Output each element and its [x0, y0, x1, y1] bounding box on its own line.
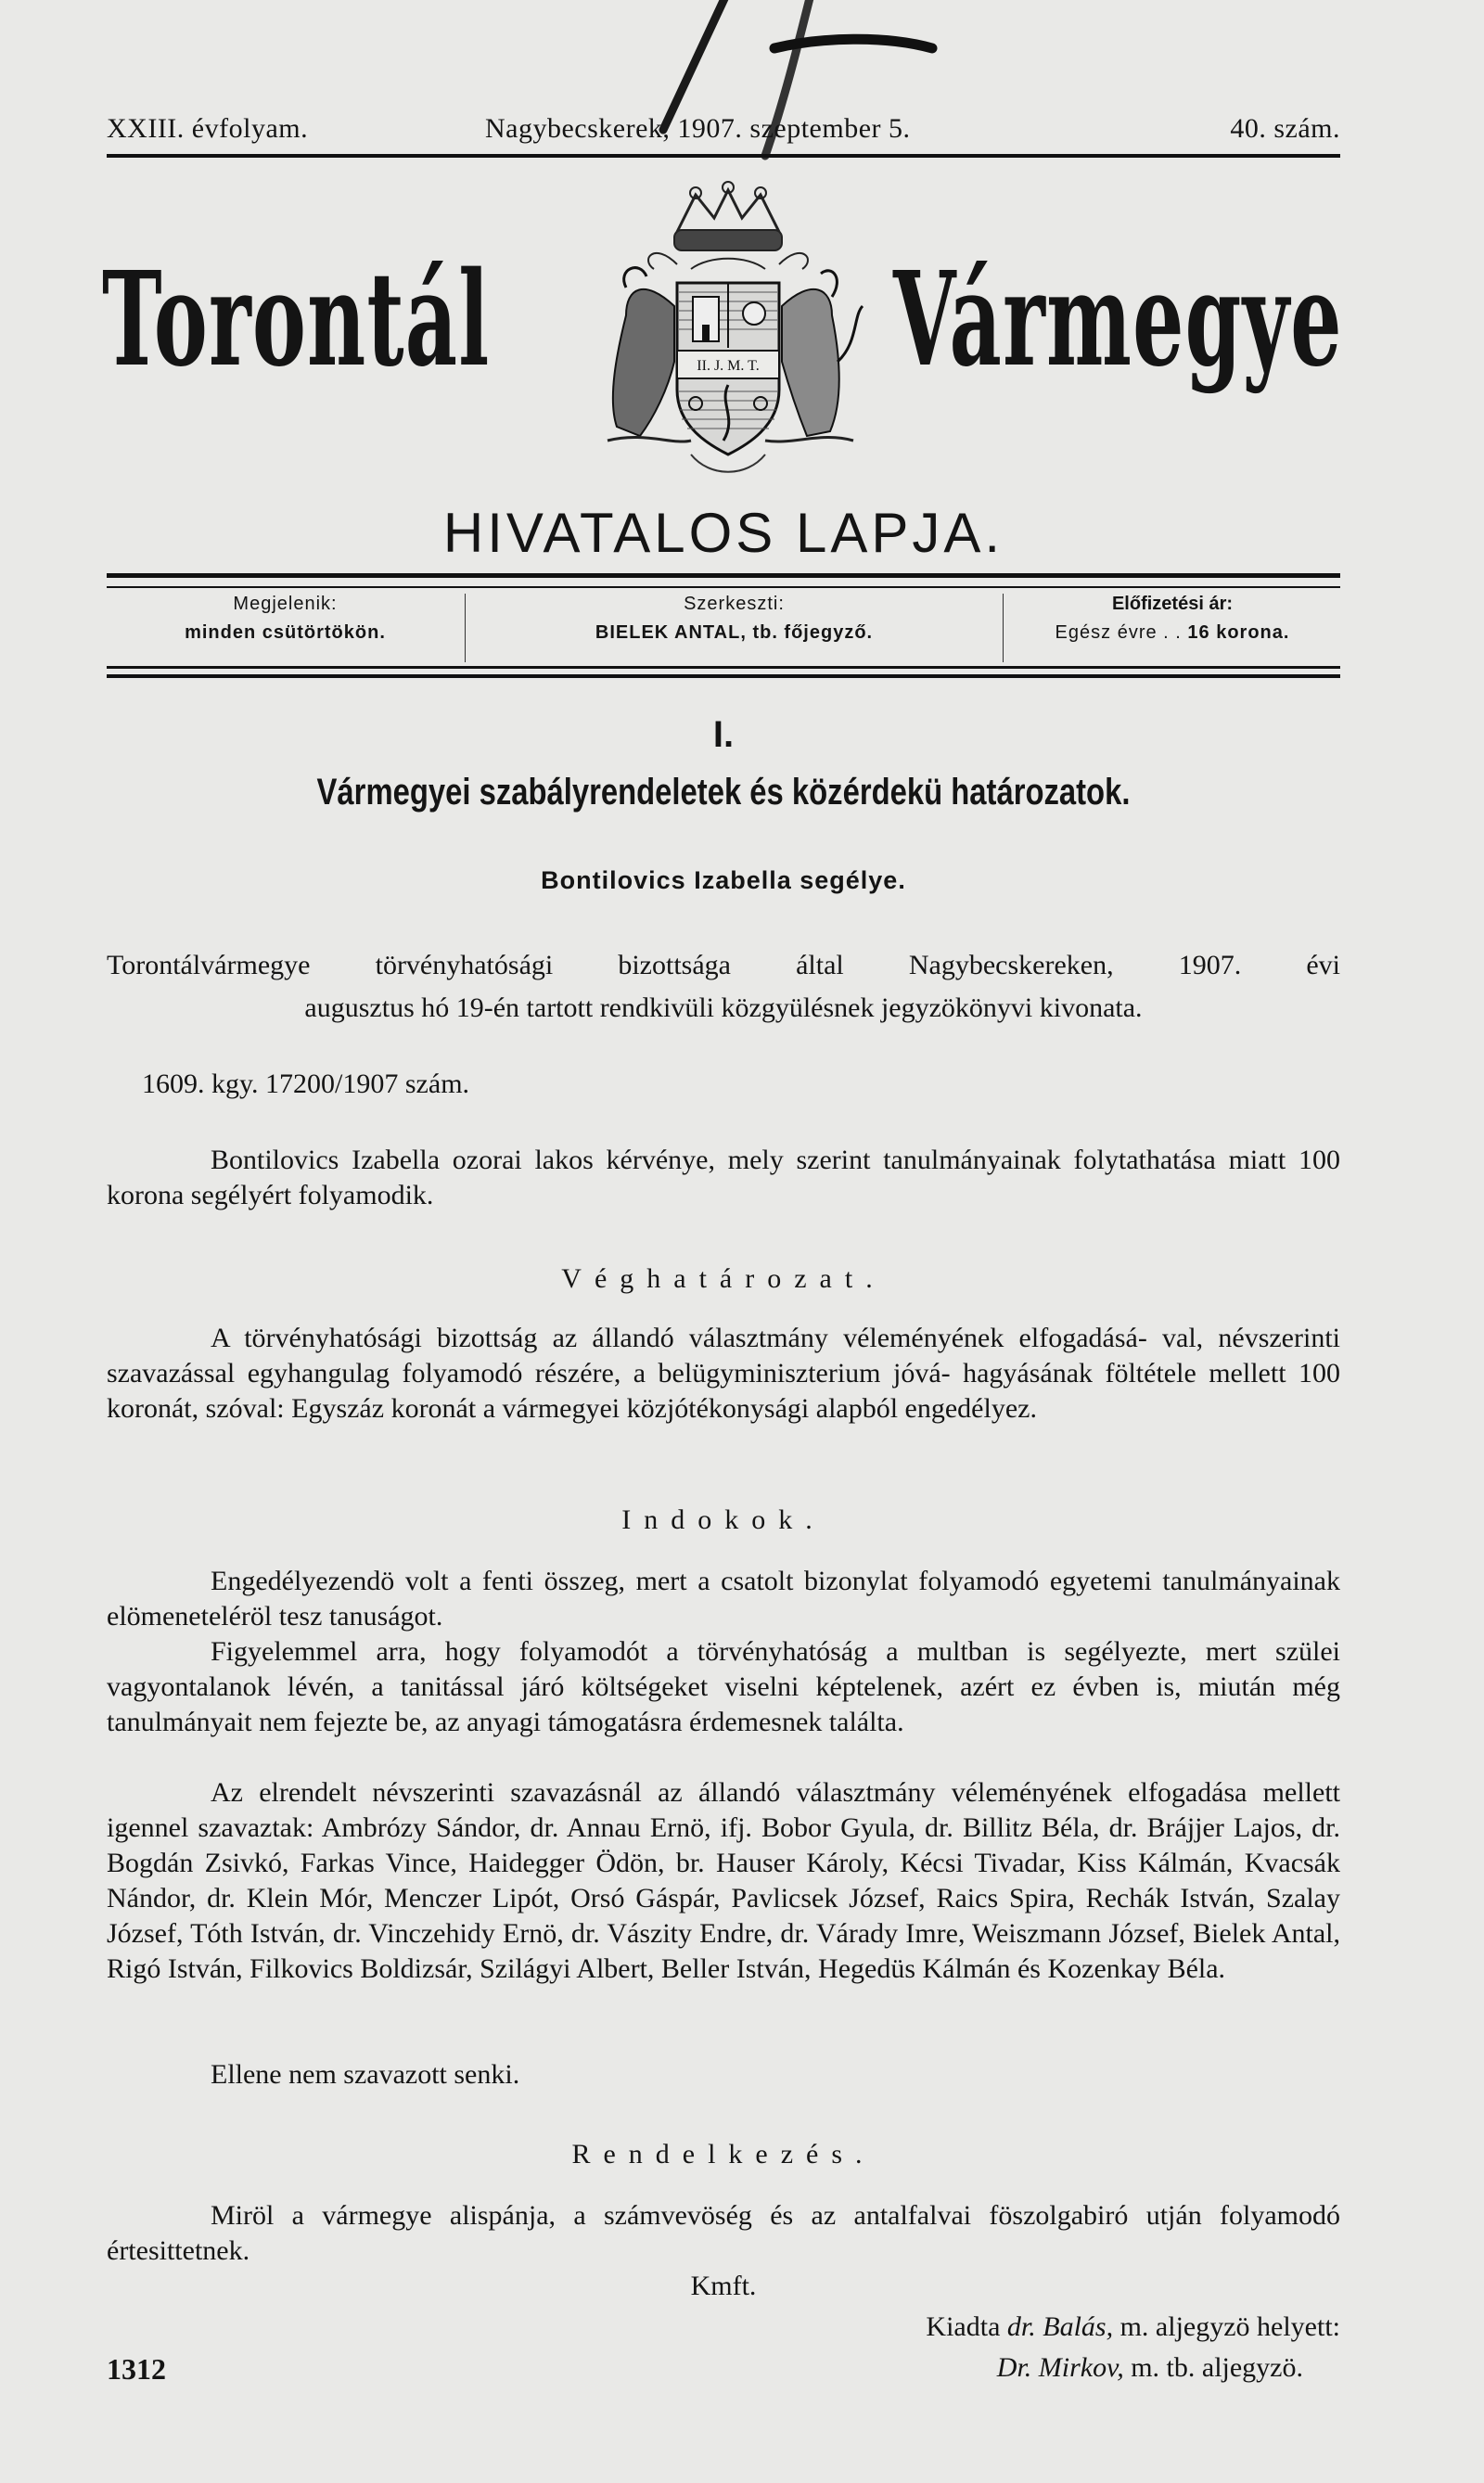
- title-left: Torontál: [102, 244, 491, 396]
- signature-line-1: [926, 2311, 1340, 2343]
- reasons-paragraph-3: Az elrendelt névszerinti szavazásnál az állandó választmány véleményének elfogadása mellett igennel szavaztak: Ambrózy Sándor, dr. Annau Ernö, ifj. Bobor Gyula, dr. Billitz Béla, dr. Brájjer Lajos, dr. Bogdán Zsivkó, Farkas Vince, Haidegger Ödön, br. Hauser Károly, Kécsi Tivadar, Kiss Kálmán, Kvacsák Nándor, dr. Klein Mór, Menczer Lipót, Orsó Gáspár, Pavlicsek József, Raics Spira, Rechák István, Szalay József, Tóth István, dr. Vinczehidy Ernö, dr. Vászity Endre, dr. Várady Imre, Weiszmann József, Bielek Antal, Rigó István, Filkovics Boldizsár, Szilágyi Albert, Beller István, Hegedüs Kálmán és Kozenkay Béla.: [107, 1777, 1340, 1984]
- intro-line-1: [107, 948, 1340, 983]
- order-paragraph: Miröl a vármegye alispánja, a számvevöség és az antalfalvai föszolgabiró utján folyamodó értesittetnek.: [107, 2200, 1340, 2266]
- section-title: Vármegyei szabályrendeletek és közérdekü határozatok.: [316, 772, 1131, 813]
- crest-label: II. J. M. T.: [697, 358, 760, 374]
- price-value: 16 korona.: [1187, 622, 1290, 643]
- decision-heading: Véghatározat.: [561, 1263, 886, 1294]
- price-label: Előfizetési ár:: [1111, 594, 1234, 614]
- decision-paragraph: A törvényhatósági bizottság az állandó választmány véleményének elfogadásá- val, névszerinti szavazással egyhangulag folyamodó részére, a belügyminiszterium jóvá- hagyásának föltétele mellett 100 koronát, szóval: Egyszáz koronát a vármegyei közjótékonysági alapból engedélyez.: [107, 1323, 1340, 1424]
- info-top-rule: [107, 586, 1340, 588]
- signature-title-2: m. tb. aljegyzö.: [1131, 2352, 1303, 2383]
- order-heading: Rendelkezés.: [571, 2139, 876, 2169]
- signature-name-1: dr. Balás,: [1006, 2311, 1114, 2342]
- published-label: Megjelenik:: [233, 594, 338, 614]
- coat-of-arms-icon: [589, 176, 867, 482]
- reasons-paragraph-1: Engedélyezendö volt a fenti összeg, mert a csatolt bizonylat folyamodó egyetemi tanulmányainak elömeneteléröl tesz tanuságot.: [107, 1566, 1340, 1632]
- signature-line-2: [997, 2352, 1303, 2384]
- article-title: Bontilovics Izabella segélye.: [541, 866, 906, 894]
- request-paragraph: Bontilovics Izabella ozorai lakos kérvénye, mely szerint tanulmányainak folytathatása miatt 100 korona segélyért folyamodik.: [107, 1145, 1340, 1210]
- subtitle: HIVATALOS LAPJA.: [442, 502, 1004, 564]
- issue-number: 40. szám.: [1230, 113, 1340, 144]
- price-line: [1004, 618, 1340, 647]
- section-number: I.: [712, 714, 735, 755]
- masthead-rule: [107, 154, 1340, 158]
- intro-line-2: augusztus hó 19-én tartott rendkivüli közgyülésnek jegyzökönyvi kivonata.: [304, 992, 1143, 1023]
- editor-info: [467, 590, 1002, 664]
- editor-value: BIELEK ANTAL, tb. főjegyző.: [595, 622, 874, 643]
- newspaper-page: [102, 0, 1343, 2483]
- place-date: Nagybecskerek, 1907. szeptember 5.: [485, 113, 911, 144]
- masthead: [107, 113, 1340, 150]
- page-number: 1312: [107, 2352, 166, 2386]
- intro-text-1: Torontálvármegye törvényhatósági bizottsága által Nagybecskereken, 1907. évi: [107, 950, 1340, 980]
- signature-prefix: Kiadta: [926, 2311, 1001, 2342]
- column-divider: [1003, 594, 1004, 662]
- price-info: [1004, 590, 1340, 664]
- info-bottom-rule: [107, 666, 1340, 669]
- reasons-heading: Indokok.: [621, 1504, 825, 1535]
- volume-label: XXIII. évfolyam.: [107, 113, 309, 144]
- column-divider: [465, 594, 466, 662]
- info-bottom-rule-2: [107, 674, 1340, 678]
- editor-label: Szerkeszti:: [684, 594, 785, 614]
- title-rule: [107, 573, 1340, 578]
- signature-suffix: m. aljegyzö helyett:: [1119, 2311, 1340, 2342]
- published-value: minden csütörtökön.: [185, 622, 386, 643]
- title-right: Vármegye: [893, 244, 1343, 396]
- reasons-paragraph-4: Ellene nem szavazott senki.: [211, 2059, 520, 2090]
- signature-name-2: Dr. Mirkov,: [996, 2352, 1124, 2383]
- publication-info: [107, 590, 464, 664]
- reasons-paragraph-2: Figyelemmel arra, hogy folyamodót a törvényhatóság a multban is segélyezte, mert szülei vagyontalanok lévén, a tanitással járó költségeket viselni képtelenek, azért ez évben is, miután még tanulmányait nem fejezte be, az anyagi támogatásra érdemesnek találta.: [107, 1636, 1340, 1737]
- reference-number: 1609. kgy. 17200/1907 szám.: [142, 1069, 470, 1099]
- info-row: [107, 590, 1340, 664]
- kmft: Kmft.: [690, 2271, 757, 2301]
- price-period: Egész évre . .: [1055, 622, 1182, 643]
